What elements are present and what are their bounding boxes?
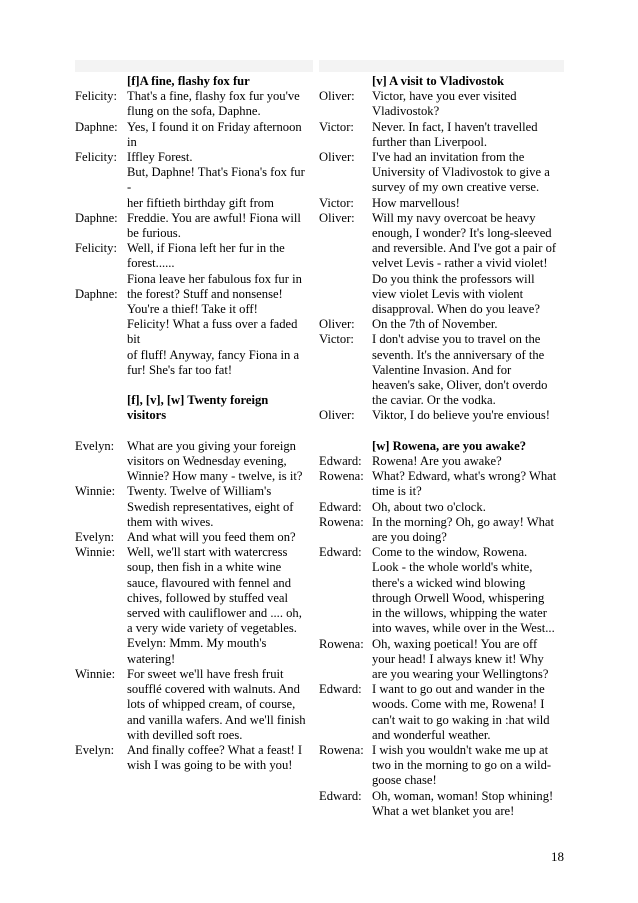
speaker-label: Evelyn: bbox=[75, 438, 115, 453]
speaker-label bbox=[75, 500, 127, 515]
dialogue-text: Oh, about two o'clock. bbox=[372, 499, 486, 514]
dialogue-text: Come to the window, Rowena. bbox=[372, 545, 528, 560]
speaker-label: Rowena: bbox=[319, 636, 364, 651]
dialogue-text: You're a thief! Take it off! bbox=[127, 302, 258, 317]
speaker-label bbox=[319, 302, 372, 317]
left-dialogue-list bbox=[75, 74, 313, 773]
dialogue-line bbox=[75, 500, 313, 515]
speaker-label bbox=[319, 484, 372, 499]
speaker-label bbox=[319, 773, 372, 788]
dialogue-line bbox=[319, 211, 564, 226]
page-number: 18 bbox=[551, 849, 564, 864]
speaker-label bbox=[75, 408, 127, 423]
dialogue-line bbox=[75, 120, 313, 135]
dialogue-text: Well, if Fiona left her fur in the bbox=[127, 241, 285, 256]
dialogue-line bbox=[75, 211, 313, 226]
dialogue-line bbox=[75, 104, 313, 119]
dialogue-text: And what will you feed them on? bbox=[127, 530, 296, 545]
dialogue-line bbox=[319, 500, 564, 515]
dialogue-line bbox=[319, 89, 564, 104]
dialogue-text: enough, I wonder? It's long-sleeved bbox=[372, 226, 552, 241]
dialogue-text: Yes, I found it on Friday afternoon bbox=[127, 119, 302, 134]
dialogue-text: Oh, woman, woman! Stop whining! bbox=[372, 788, 554, 803]
dialogue-line bbox=[75, 484, 313, 499]
dialogue-line bbox=[319, 348, 564, 363]
dialogue-line bbox=[319, 150, 564, 165]
dialogue-line bbox=[319, 317, 564, 332]
speaker-label: Oliver: bbox=[319, 210, 355, 225]
dialogue-line bbox=[75, 636, 313, 651]
dialogue-text: are you doing? bbox=[372, 530, 447, 545]
dialogue-text: I don't advise you to travel on the bbox=[372, 332, 541, 347]
speaker-label: Evelyn: bbox=[75, 530, 115, 545]
dialogue-text: I've had an invitation from the bbox=[372, 150, 525, 165]
column-header-band bbox=[75, 60, 313, 72]
speaker-label bbox=[75, 697, 127, 712]
dialogue-line bbox=[75, 530, 313, 545]
dialogue-text: Do you think the professors will bbox=[372, 271, 535, 286]
dialogue-line bbox=[319, 697, 564, 712]
dialogue-line bbox=[75, 621, 313, 636]
dialogue-line bbox=[319, 606, 564, 621]
section-title bbox=[319, 439, 564, 454]
speaker-label bbox=[75, 469, 127, 484]
dialogue-text: watering! bbox=[127, 651, 176, 666]
dialogue-line bbox=[75, 180, 313, 195]
section-title-text: visitors bbox=[127, 408, 167, 423]
speaker-label bbox=[75, 606, 127, 621]
dialogue-line bbox=[319, 789, 564, 804]
dialogue-line bbox=[319, 758, 564, 773]
dialogue-text: woods. Come with me, Rowena! I bbox=[372, 697, 545, 712]
dialogue-line bbox=[319, 332, 564, 347]
dialogue-text: Oh, waxing poetical! You are off bbox=[372, 636, 538, 651]
speaker-label bbox=[75, 165, 127, 180]
dialogue-line bbox=[319, 104, 564, 119]
speaker-label bbox=[319, 758, 372, 773]
section-title-text: [f]A fine, flashy fox fur bbox=[127, 74, 250, 88]
speaker-label bbox=[319, 74, 372, 89]
speaker-label bbox=[75, 621, 127, 636]
dialogue-line bbox=[75, 332, 313, 347]
dialogue-line bbox=[319, 363, 564, 378]
dialogue-text: Iffley Forest. bbox=[127, 150, 193, 165]
speaker-label: Oliver: bbox=[319, 150, 355, 165]
speaker-label bbox=[75, 317, 127, 332]
dialogue-text: But, Daphne! That's Fiona's fox fur bbox=[127, 165, 305, 180]
dialogue-line bbox=[319, 713, 564, 728]
dialogue-text: in bbox=[127, 134, 137, 149]
dialogue-text: What a wet blanket you are! bbox=[372, 803, 515, 818]
dialogue-text: soup, then fish in a white wine bbox=[127, 560, 282, 575]
speaker-label bbox=[75, 74, 127, 89]
dialogue-line bbox=[319, 256, 564, 271]
dialogue-text: Will my navy overcoat be heavy bbox=[372, 210, 536, 225]
speaker-label: Victor: bbox=[319, 332, 354, 347]
dialogue-text: the caviar. Or the vodka. bbox=[372, 393, 496, 408]
speaker-label bbox=[319, 287, 372, 302]
dialogue-line bbox=[75, 287, 313, 302]
dialogue-text: soufflé covered with walnuts. And bbox=[127, 682, 300, 697]
dialogue-text: are you wearing your Wellingtons? bbox=[372, 666, 549, 681]
speaker-label bbox=[319, 530, 372, 545]
speaker-label bbox=[75, 758, 127, 773]
dialogue-line bbox=[75, 89, 313, 104]
speaker-label: Daphne: bbox=[75, 119, 118, 134]
speaker-label: Winnie: bbox=[75, 666, 116, 681]
dialogue-text: heaven's sake, Oliver, don't overdo bbox=[372, 378, 548, 393]
speaker-label bbox=[319, 621, 372, 636]
dialogue-text: forest...... bbox=[127, 256, 175, 271]
dialogue-line bbox=[75, 454, 313, 469]
dialogue-text: I want to go out and wander in the bbox=[372, 682, 545, 697]
speaker-label: Daphne: bbox=[75, 210, 118, 225]
dialogue-text: In the morning? Oh, go away! What bbox=[372, 514, 554, 529]
speaker-label: Oliver: bbox=[319, 408, 355, 423]
dialogue-text: flung on the sofa, Daphne. bbox=[127, 104, 261, 119]
dialogue-text: the forest? Stuff and nonsense! bbox=[127, 286, 283, 301]
spacer bbox=[319, 424, 564, 439]
dialogue-text: What are you giving your foreign bbox=[127, 438, 296, 453]
dialogue-text: seventh. It's the anniversary of the bbox=[372, 347, 545, 362]
speaker-label bbox=[75, 226, 127, 241]
speaker-label: Felicity: bbox=[75, 89, 117, 104]
dialogue-text: Fiona leave her fabulous fox fur in bbox=[127, 271, 302, 286]
speaker-label bbox=[75, 576, 127, 591]
speaker-label: Oliver: bbox=[319, 89, 355, 104]
speaker-label: Victor: bbox=[319, 195, 354, 210]
dialogue-text: And finally coffee? What a feast! I bbox=[127, 742, 303, 757]
dialogue-line bbox=[75, 515, 313, 530]
dialogue-line bbox=[75, 576, 313, 591]
dialogue-text: and wonderful weather. bbox=[372, 727, 491, 742]
dialogue-text: University of Vladivostok to give a bbox=[372, 165, 550, 180]
dialogue-line bbox=[75, 241, 313, 256]
dialogue-line bbox=[319, 560, 564, 575]
dialogue-line bbox=[319, 196, 564, 211]
dialogue-line bbox=[75, 545, 313, 560]
speaker-label bbox=[319, 667, 372, 682]
speaker-label: Edward: bbox=[319, 454, 362, 469]
speaker-label bbox=[319, 272, 372, 287]
dialogue-line bbox=[75, 652, 313, 667]
column-header-band bbox=[319, 60, 564, 72]
speaker-label: Edward: bbox=[319, 499, 362, 514]
dialogue-text: them with wives. bbox=[127, 514, 214, 529]
speaker-label: Edward: bbox=[319, 545, 362, 560]
dialogue-text: I wish you wouldn't wake me up at bbox=[372, 742, 549, 757]
speaker-label bbox=[319, 348, 372, 363]
speaker-label bbox=[75, 560, 127, 575]
dialogue-line bbox=[75, 682, 313, 697]
speaker-label bbox=[75, 454, 127, 469]
left-column bbox=[75, 60, 313, 773]
speaker-label bbox=[75, 272, 127, 287]
dialogue-line bbox=[319, 576, 564, 591]
dialogue-text: bit bbox=[127, 332, 141, 347]
dialogue-text: Valentine Invasion. And for bbox=[372, 362, 512, 377]
speaker-label: Rowena: bbox=[319, 469, 364, 484]
speaker-label bbox=[75, 302, 127, 317]
dialogue-line bbox=[75, 150, 313, 165]
dialogue-line bbox=[319, 135, 564, 150]
dialogue-line bbox=[319, 378, 564, 393]
dialogue-text: Freddie. You are awful! Fiona will bbox=[127, 210, 301, 225]
dialogue-line bbox=[319, 515, 564, 530]
dialogue-text: For sweet we'll have fresh fruit bbox=[127, 666, 284, 681]
dialogue-text: Look - the whole world's white, bbox=[372, 560, 533, 575]
dialogue-text: in the willows, whipping the water bbox=[372, 606, 547, 621]
speaker-label: Rowena: bbox=[319, 742, 364, 757]
dialogue-text: her fiftieth birthday gift from bbox=[127, 195, 274, 210]
dialogue-line bbox=[75, 226, 313, 241]
dialogue-line bbox=[319, 743, 564, 758]
dialogue-line bbox=[319, 302, 564, 317]
speaker-label bbox=[319, 104, 372, 119]
dialogue-text: into waves, while over in the West... bbox=[372, 621, 555, 636]
dialogue-line bbox=[319, 773, 564, 788]
speaker-label bbox=[319, 804, 372, 819]
dialogue-text: with devilled soft roes. bbox=[127, 727, 243, 742]
dialogue-line bbox=[75, 469, 313, 484]
dialogue-text: view violet Levis with violent bbox=[372, 286, 524, 301]
dialogue-line bbox=[319, 454, 564, 469]
speaker-label: Winnie: bbox=[75, 484, 116, 499]
dialogue-line bbox=[75, 743, 313, 758]
dialogue-line bbox=[319, 393, 564, 408]
dialogue-line bbox=[319, 728, 564, 743]
dialogue-line bbox=[319, 241, 564, 256]
speaker-label bbox=[75, 332, 127, 347]
dialogue-text: and reversible. And I've got a pair of bbox=[372, 241, 557, 256]
dialogue-text: through Orwell Wood, whispering bbox=[372, 590, 545, 605]
section-title-text: [w] Rowena, are you awake? bbox=[372, 438, 527, 453]
speaker-label bbox=[319, 135, 372, 150]
speaker-label bbox=[75, 363, 127, 378]
dialogue-line bbox=[75, 758, 313, 773]
dialogue-text: further than Liverpool. bbox=[372, 134, 488, 149]
dialogue-text: your head! I always knew it! Why bbox=[372, 651, 544, 666]
dialogue-text: Well, we'll start with watercress bbox=[127, 545, 288, 560]
dialogue-text: time is it? bbox=[372, 484, 422, 499]
dialogue-text: chives, followed by stuffed veal bbox=[127, 590, 288, 605]
speaker-label bbox=[75, 135, 127, 150]
section-title bbox=[75, 74, 313, 89]
speaker-label: Rowena: bbox=[319, 514, 364, 529]
speaker-label bbox=[75, 393, 127, 408]
speaker-label bbox=[319, 393, 372, 408]
speaker-label bbox=[319, 226, 372, 241]
dialogue-line bbox=[75, 256, 313, 271]
dialogue-text: Vladivostok? bbox=[372, 104, 440, 119]
dialogue-line bbox=[75, 560, 313, 575]
dialogue-text: velvet Levis - rather a vivid violet! bbox=[372, 256, 548, 271]
speaker-label bbox=[75, 682, 127, 697]
dialogue-text: a very wide variety of vegetables. bbox=[127, 621, 297, 636]
section-title-text: [v] A visit to Vladivostok bbox=[372, 74, 505, 88]
dialogue-line bbox=[319, 226, 564, 241]
speaker-label bbox=[75, 180, 127, 195]
dialogue-text: lots of whipped cream, of course, bbox=[127, 697, 296, 712]
dialogue-line bbox=[75, 728, 313, 743]
speaker-label: Winnie: bbox=[75, 545, 116, 560]
section-title bbox=[75, 393, 313, 408]
dialogue-line bbox=[75, 697, 313, 712]
dialogue-text: Never. In fact, I haven't travelled bbox=[372, 119, 538, 134]
dialogue-line bbox=[75, 667, 313, 682]
dialogue-text: there's a wicked wind blowing bbox=[372, 575, 526, 590]
speaker-label bbox=[75, 713, 127, 728]
dialogue-line bbox=[75, 302, 313, 317]
dialogue-line bbox=[75, 363, 313, 378]
dialogue-text: served with cauliflower and .... oh, bbox=[127, 606, 302, 621]
speaker-label bbox=[319, 576, 372, 591]
dialogue-line bbox=[75, 196, 313, 211]
speaker-label bbox=[319, 165, 372, 180]
speaker-label bbox=[319, 378, 372, 393]
dialogue-line bbox=[75, 591, 313, 606]
spacer bbox=[75, 378, 313, 393]
dialogue-line bbox=[319, 621, 564, 636]
dialogue-text: How marvellous! bbox=[372, 195, 460, 210]
dialogue-text: Felicity! What a fuss over a faded bbox=[127, 317, 298, 332]
dialogue-text: of fluff! Anyway, fancy Fiona in a bbox=[127, 347, 300, 362]
dialogue-text: disapproval. When do you leave? bbox=[372, 302, 540, 317]
dialogue-line bbox=[319, 120, 564, 135]
speaker-label: Felicity: bbox=[75, 241, 117, 256]
dialogue-text: can't wait to go waking in :hat wild bbox=[372, 712, 550, 727]
dialogue-text: Winnie? How many - twelve, is it? bbox=[127, 469, 303, 484]
speaker-label bbox=[319, 728, 372, 743]
dialogue-text: - bbox=[127, 180, 132, 195]
dialogue-line bbox=[319, 637, 564, 652]
speaker-label bbox=[75, 104, 127, 119]
dialogue-line bbox=[75, 713, 313, 728]
dialogue-line bbox=[75, 439, 313, 454]
dialogue-text: On the 7th of November. bbox=[372, 317, 498, 332]
dialogue-text: Rowena! Are you awake? bbox=[372, 454, 502, 469]
section-title bbox=[319, 74, 564, 89]
dialogue-line bbox=[319, 469, 564, 484]
dialogue-line bbox=[319, 530, 564, 545]
speaker-label bbox=[319, 560, 372, 575]
dialogue-text: Victor, have you ever visited bbox=[372, 89, 517, 104]
speaker-label: Evelyn: bbox=[75, 742, 115, 757]
speaker-label bbox=[75, 256, 127, 271]
speaker-label bbox=[75, 591, 127, 606]
dialogue-line bbox=[319, 287, 564, 302]
speaker-label bbox=[319, 652, 372, 667]
dialogue-text: survey of my own creative verse. bbox=[372, 180, 540, 195]
dialogue-text: Evelyn: Mmm. My mouth's bbox=[127, 636, 267, 651]
speaker-label: Felicity: bbox=[75, 150, 117, 165]
speaker-label: Daphne: bbox=[75, 286, 118, 301]
speaker-label bbox=[75, 728, 127, 743]
dialogue-line bbox=[75, 135, 313, 150]
dialogue-text: and vanilla wafers. And we'll finish bbox=[127, 712, 306, 727]
spacer bbox=[75, 424, 313, 439]
speaker-label bbox=[319, 180, 372, 195]
dialogue-text: Viktor, I do believe you're envious! bbox=[372, 408, 550, 423]
speaker-label: Victor: bbox=[319, 119, 354, 134]
speaker-label bbox=[319, 591, 372, 606]
dialogue-text: visitors on Wednesday evening, bbox=[127, 454, 287, 469]
dialogue-text: two in the morning to go on a wild- bbox=[372, 758, 552, 773]
dialogue-line bbox=[75, 348, 313, 363]
dialogue-text: wish I was going to be with you! bbox=[127, 758, 293, 773]
dialogue-line bbox=[319, 272, 564, 287]
dialogue-text: sauce, flavoured with fennel and bbox=[127, 575, 292, 590]
speaker-label bbox=[319, 241, 372, 256]
dialogue-text: What? Edward, what's wrong? What bbox=[372, 469, 557, 484]
speaker-label bbox=[319, 606, 372, 621]
speaker-label bbox=[319, 697, 372, 712]
dialogue-line bbox=[319, 667, 564, 682]
speaker-label: Edward: bbox=[319, 788, 362, 803]
right-column bbox=[319, 60, 564, 819]
speaker-label bbox=[319, 256, 372, 271]
section-title bbox=[75, 408, 313, 423]
speaker-label bbox=[75, 515, 127, 530]
dialogue-line bbox=[319, 545, 564, 560]
speaker-label bbox=[319, 439, 372, 454]
dialogue-line bbox=[319, 165, 564, 180]
dialogue-text: That's a fine, flashy fox fur you've bbox=[127, 89, 300, 104]
speaker-label bbox=[75, 652, 127, 667]
right-dialogue-list bbox=[319, 74, 564, 819]
dialogue-line bbox=[319, 652, 564, 667]
dialogue-text: Twenty. Twelve of William's bbox=[127, 484, 272, 499]
speaker-label: Oliver: bbox=[319, 317, 355, 332]
dialogue-line bbox=[319, 484, 564, 499]
speaker-label bbox=[319, 713, 372, 728]
speaker-label bbox=[75, 348, 127, 363]
dialogue-line bbox=[75, 165, 313, 180]
section-title-text: [f], [v], [w] Twenty foreign bbox=[127, 393, 269, 408]
dialogue-line bbox=[75, 317, 313, 332]
dialogue-text: be furious. bbox=[127, 226, 181, 241]
dialogue-line bbox=[75, 272, 313, 287]
dialogue-line bbox=[319, 408, 564, 423]
dialogue-line bbox=[75, 606, 313, 621]
dialogue-line bbox=[319, 804, 564, 819]
speaker-label bbox=[75, 636, 127, 651]
dialogue-line bbox=[319, 591, 564, 606]
dialogue-text: fur! She's far too fat! bbox=[127, 362, 233, 377]
dialogue-text: goose chase! bbox=[372, 773, 437, 788]
dialogue-line bbox=[319, 682, 564, 697]
speaker-label bbox=[75, 196, 127, 211]
dialogue-line bbox=[319, 180, 564, 195]
dialogue-text: Swedish representatives, eight of bbox=[127, 499, 294, 514]
speaker-label: Edward: bbox=[319, 682, 362, 697]
speaker-label bbox=[319, 363, 372, 378]
